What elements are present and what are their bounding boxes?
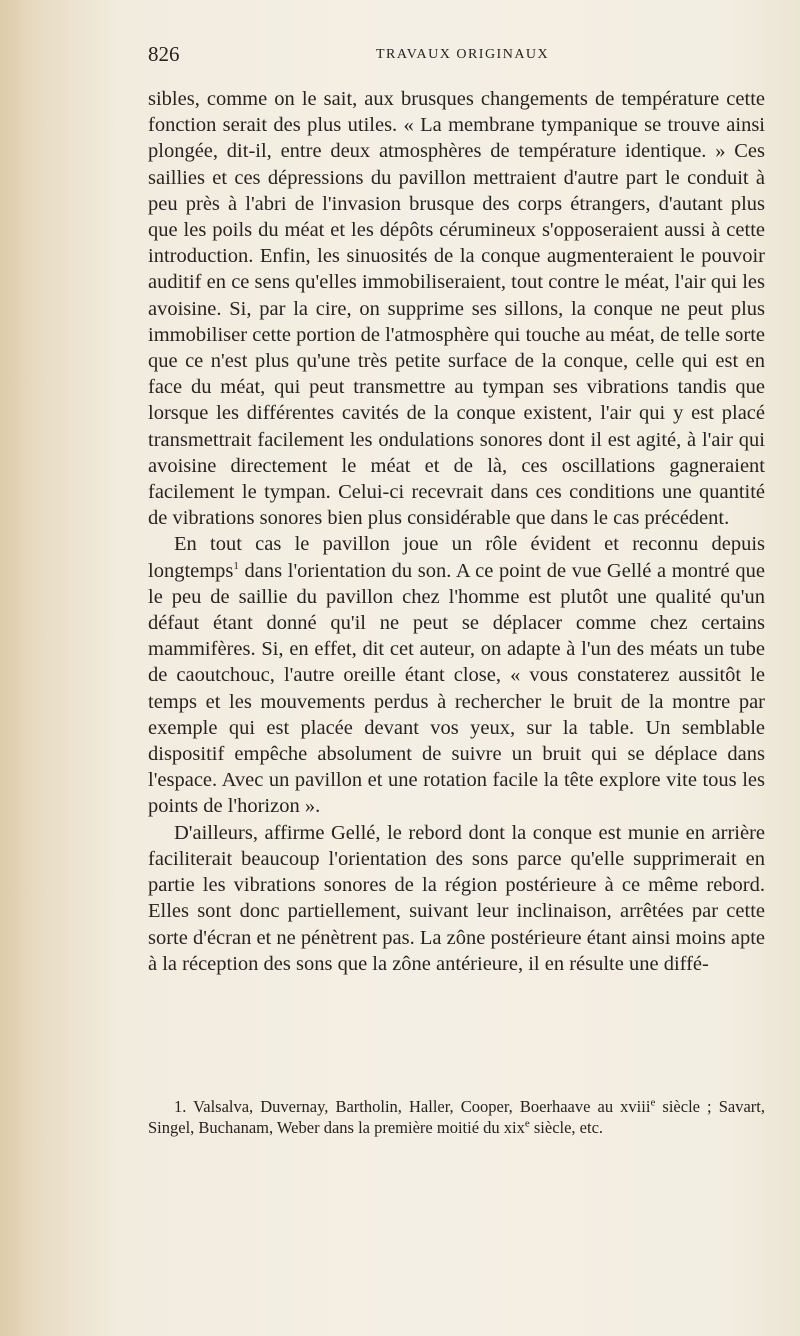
page-header [148,42,710,76]
body-text [148,86,765,977]
paragraph: D'ailleurs, affirme Gellé, le rebord dont la conque est munie en arrière faciliterait beaucoup l'orientation des sons parce qu'elle supprimerait en partie les vibrations sonores de la région postérieure à ce même rebord. Elles sont donc partiellement, suivant leur inclinaison, arrêtées par cette sorte d'écran et ne pénètrent pas. La zône postérieure étant ainsi moins apte à la réception des sons que la zône antérieure, il en résulte une diffé- [148,821,765,975]
paragraph: En tout cas le pavillon joue un rôle évident et reconnu depuis longtemps$^1$ dans l'orientation du son. A ce point de vue Gellé a montré que le peu de saillie du pavillon chez l'homme est plutôt une qualité qu'un défaut étant donné qu'il ne peut se déplacer comme chez certains mammifères. Si, en effet, dit cet auteur, on adapte à l'un des méats un tube de caoutchouc, l'autre oreille étant close, « vous constaterez aussitôt le temps et les mouvements perdus à rechercher le bruit de la montre par exemple qui est placée devant vos yeux, sur la table. Un semblable dispositif empêche absolument de suivre un bruit qui se déplace dans l'espace. Avec un pavillon et une rotation facile la tête explore vite tous les points de l'horizon ». [148,533,765,818]
footnote: 1. Valsalva, Duvernay, Bartholin, Haller, Cooper, Boerhaave au xviii$^e$ siècle ; Savart, Singel, Buchanam, Weber dans la première moitié du xix$^e$ siècle, etc. [148,1096,766,1137]
footnote-ref: 1 [233,559,239,572]
page-number: 826 [148,42,180,66]
running-head: TRAVAUX ORIGINAUX [376,47,550,62]
paragraph: sibles, comme on le sait, aux brusques changements de température cette fonction serait des plus utiles. « La membrane tympanique se trouve ainsi plongée, dit-il, entre deux atmosphères de température identique. » Ces saillies et ces dépressions du pavillon mettraient d'autre part le conduit à peu près à l'abri de l'invasion brusque des corps étrangers, d'autant plus que les poils du méat et les dépôts cérumineux s'opposeraient aussi à cette introduction. Enfin, les sinuosités de la conque augmenteraient le pouvoir auditif en ce sens qu'elles immobiliseraient, tout contre le méat, l'air qui les avoisine. Si, par la cire, on supprime ses sillons, la conque ne peut plus immobiliser cette portion de l'atmosphère qui touche au méat, de telle sorte que ce n'est plus qu'une très petite surface de la conque, celle qui est en face du méat, qui peut transmettre au tympan ses vibrations tandis que lorsque les différentes cavités de la conque existent, l'air qui y est placé transmettrait facilement les ondulations sonores dont il est agité, à l'air qui avoisine directement le méat et de là, ces oscillations gagneraient facilement le tympan. Celui-ci recevrait dans ces conditions une quantité de vibrations sonores bien plus considérable que dans le cas précédent. [148,88,765,530]
footnotes [148,1096,765,1138]
